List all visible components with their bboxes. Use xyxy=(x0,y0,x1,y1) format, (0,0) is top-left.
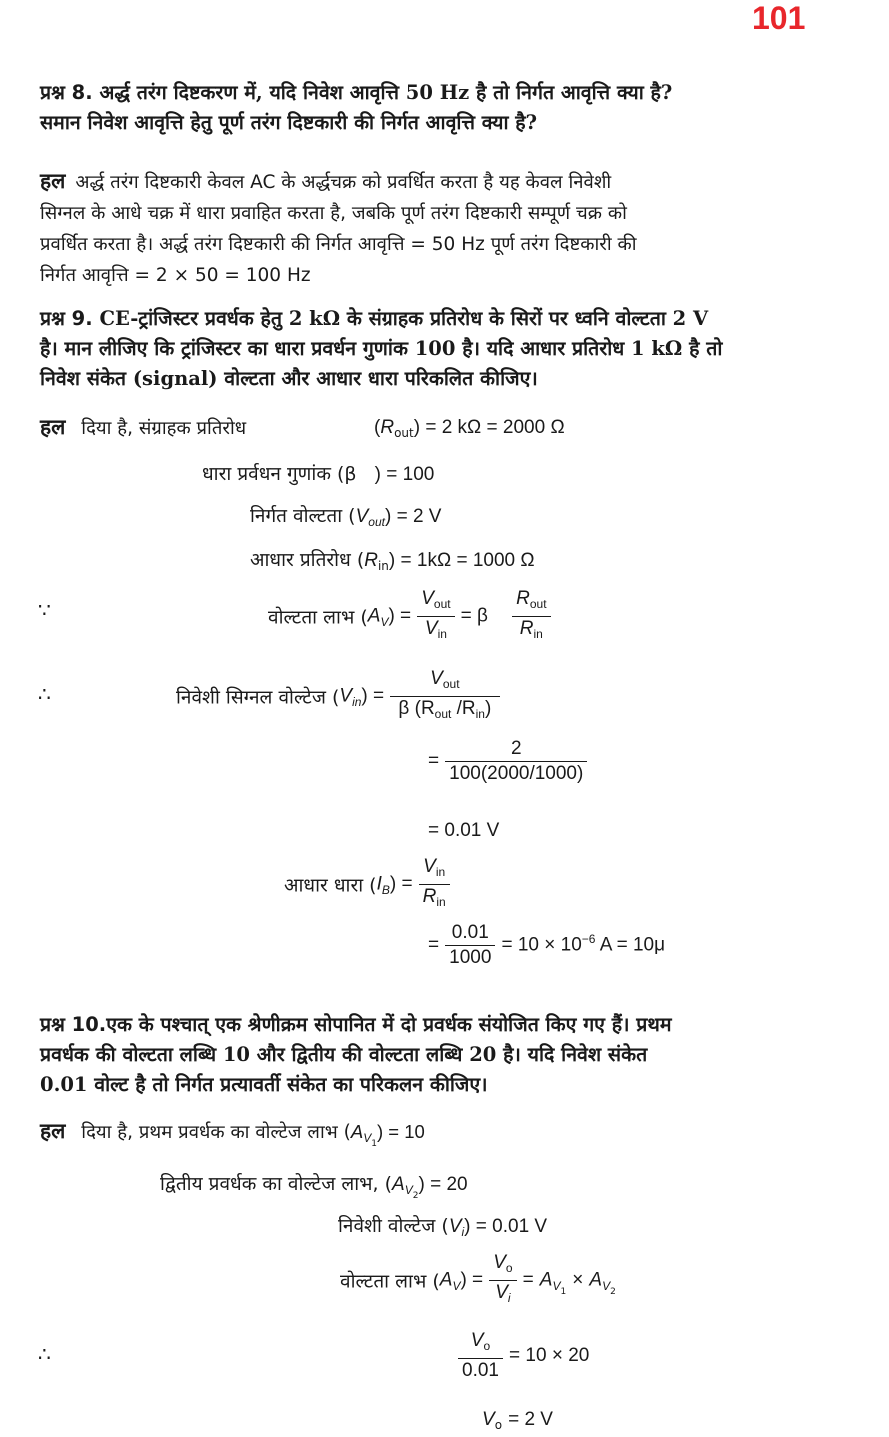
question-10-text-1: एक के पश्चात् एक श्रेणीक्रम सोपानित में दो प्रवर्धक संयोजित किए गए हैं। प्रथम xyxy=(106,1013,672,1036)
rout-equation: $(R_{out}) = 2$ kΩ = 2000 Ω xyxy=(374,417,565,440)
solution-8-text-3: प्रवर्धित करता है। अर्द्ध तरंग दिष्टकारी की निर्गत आवृत्ति = 50 Hz पूर्ण तरंग दिष्टकारी की xyxy=(40,234,637,255)
output-voltage-result: $V_o = 2$ V xyxy=(482,1409,553,1432)
rin-equation: आधार प्रतिरोध $(R_{in}) = 1k\Omega = 1000$ Ω xyxy=(250,549,535,573)
input-voltage-given: निवेशी वोल्टेज $(V_i) = 0.01$ V xyxy=(338,1215,548,1239)
vout-equation: निर्गत वोल्टता $(V_{out}) = 2$ V xyxy=(250,505,442,529)
input-voltage-equation: निवेशी सिग्नल वोल्टेज $(V_{in})$ = $\frac{V_{out}}{\beta (R_{out} /R_{in})}$ xyxy=(176,668,500,725)
therefore-symbol: ∴ xyxy=(38,682,51,706)
base-current-equation: आधार धारा $(I_B)$ = $\frac{V_{in}}{R_{in}}$ xyxy=(284,856,450,913)
solution-10-label: हल xyxy=(40,1119,66,1143)
vin-step-equation: = $\frac{2}{100(2000/1000)}$ xyxy=(428,738,587,785)
question-9-text-2: है। मान लीजिए कि ट्रांजिस्टर का धारा प्रवर्धन गुणांक 100 है। यदि आधार प्रतिरोध 1 kΩ है तो xyxy=(40,337,723,360)
solution-8-text-2: सिग्नल के आधे चक्र में धारा प्रवाहित करता है, जबकि पूर्ण तरंग दिष्टकारी सम्पूर्ण चक्र को xyxy=(40,203,627,224)
question-9 xyxy=(40,304,888,394)
solution-9-label: हल xyxy=(40,415,66,439)
vin-result: = 0.01 V xyxy=(428,820,500,841)
question-10-text-2: प्रवर्धक की वोल्टता लब्धि 10 और द्वितीय की वोल्टता लब्धि 20 है। यदि निवेश संकेत xyxy=(40,1043,648,1066)
question-9-text-3: निवेश संकेत (signal) वोल्टता और आधार धारा परिकलित कीजिए। xyxy=(40,367,538,390)
question-9-text-1: CE-ट्रांजिस्टर प्रवर्धक हेतु 2 kΩ के संग्राहक प्रतिरोध के सिरों पर ध्वनि वोल्टता 2 V xyxy=(99,307,709,330)
question-8-text-1: अर्द्ध तरंग दिष्टकरण में, यदि निवेश आवृत्ति 50 Hz है तो निर्गत आवृत्ति क्या है? xyxy=(99,81,673,104)
question-10 xyxy=(40,1010,888,1100)
question-10-label: प्रश्न 10. xyxy=(40,1013,107,1036)
solution-8-label: हल xyxy=(40,169,66,193)
voltage-gain-equation: वोल्टता लाभ $(A_V)$ = $\frac{V_{out}}{V_{in}}$ = β $\frac{R_{out}}{R_{in}}$ xyxy=(268,588,551,645)
solution-9-given xyxy=(40,412,246,444)
given-text: दिया है, संग्राहक प्रतिरोध xyxy=(81,418,247,439)
beta-equation: धारा प्रर्वधन गुणांक (β ) = 100 xyxy=(202,463,435,485)
therefore-symbol-2: ∴ xyxy=(38,1342,51,1366)
question-10-text-3: 0.01 वोल्ट है तो निर्गत प्रत्यावर्ती संकेत का परिकलन कीजिए। xyxy=(40,1073,488,1096)
question-8 xyxy=(40,78,888,138)
solution-10-given-1: हल दिया है, प्रथम प्रवर्धक का वोल्टेज लाभ $(A_{V1}) = 10$ xyxy=(40,1119,425,1149)
base-current-result: = $\frac{0.01}{1000}$ = $10 \times 10^{-6}$ A = 10μ xyxy=(428,922,666,968)
solution-8-text-4: निर्गत आवृत्ति = 2 × 50 = 100 Hz xyxy=(40,265,311,286)
solution-8 xyxy=(40,166,888,291)
output-ratio-equation: $\frac{V_o}{0.01}$ = 10 × 20 xyxy=(458,1330,589,1382)
question-9-label: प्रश्न 9. xyxy=(40,307,93,330)
question-8-label: प्रश्न 8. xyxy=(40,81,93,104)
solution-8-text-1: अर्द्ध तरंग दिष्टकारी केवल AC के अर्द्धचक्र को प्रवर्धित करता है यह केवल निवेशी xyxy=(75,172,612,193)
page-number: 101 xyxy=(752,0,806,36)
solution-10-given-2: द्वितीय प्रवर्धक का वोल्टेज लाभ, $(A_{V2}) = 20$ xyxy=(160,1173,468,1201)
question-8-text-2: समान निवेश आवृत्ति हेतु पूर्ण तरंग दिष्टकारी की निर्गत आवृत्ति क्या है? xyxy=(40,111,538,134)
because-symbol: ∵ xyxy=(38,598,51,622)
question-8-line-1 xyxy=(40,78,888,108)
total-gain-equation: वोल्टता लाभ $(A_V)$ = $\frac{V_o}{V_i}$ = $A_{V1} \times A_{V2}$ xyxy=(340,1252,616,1305)
